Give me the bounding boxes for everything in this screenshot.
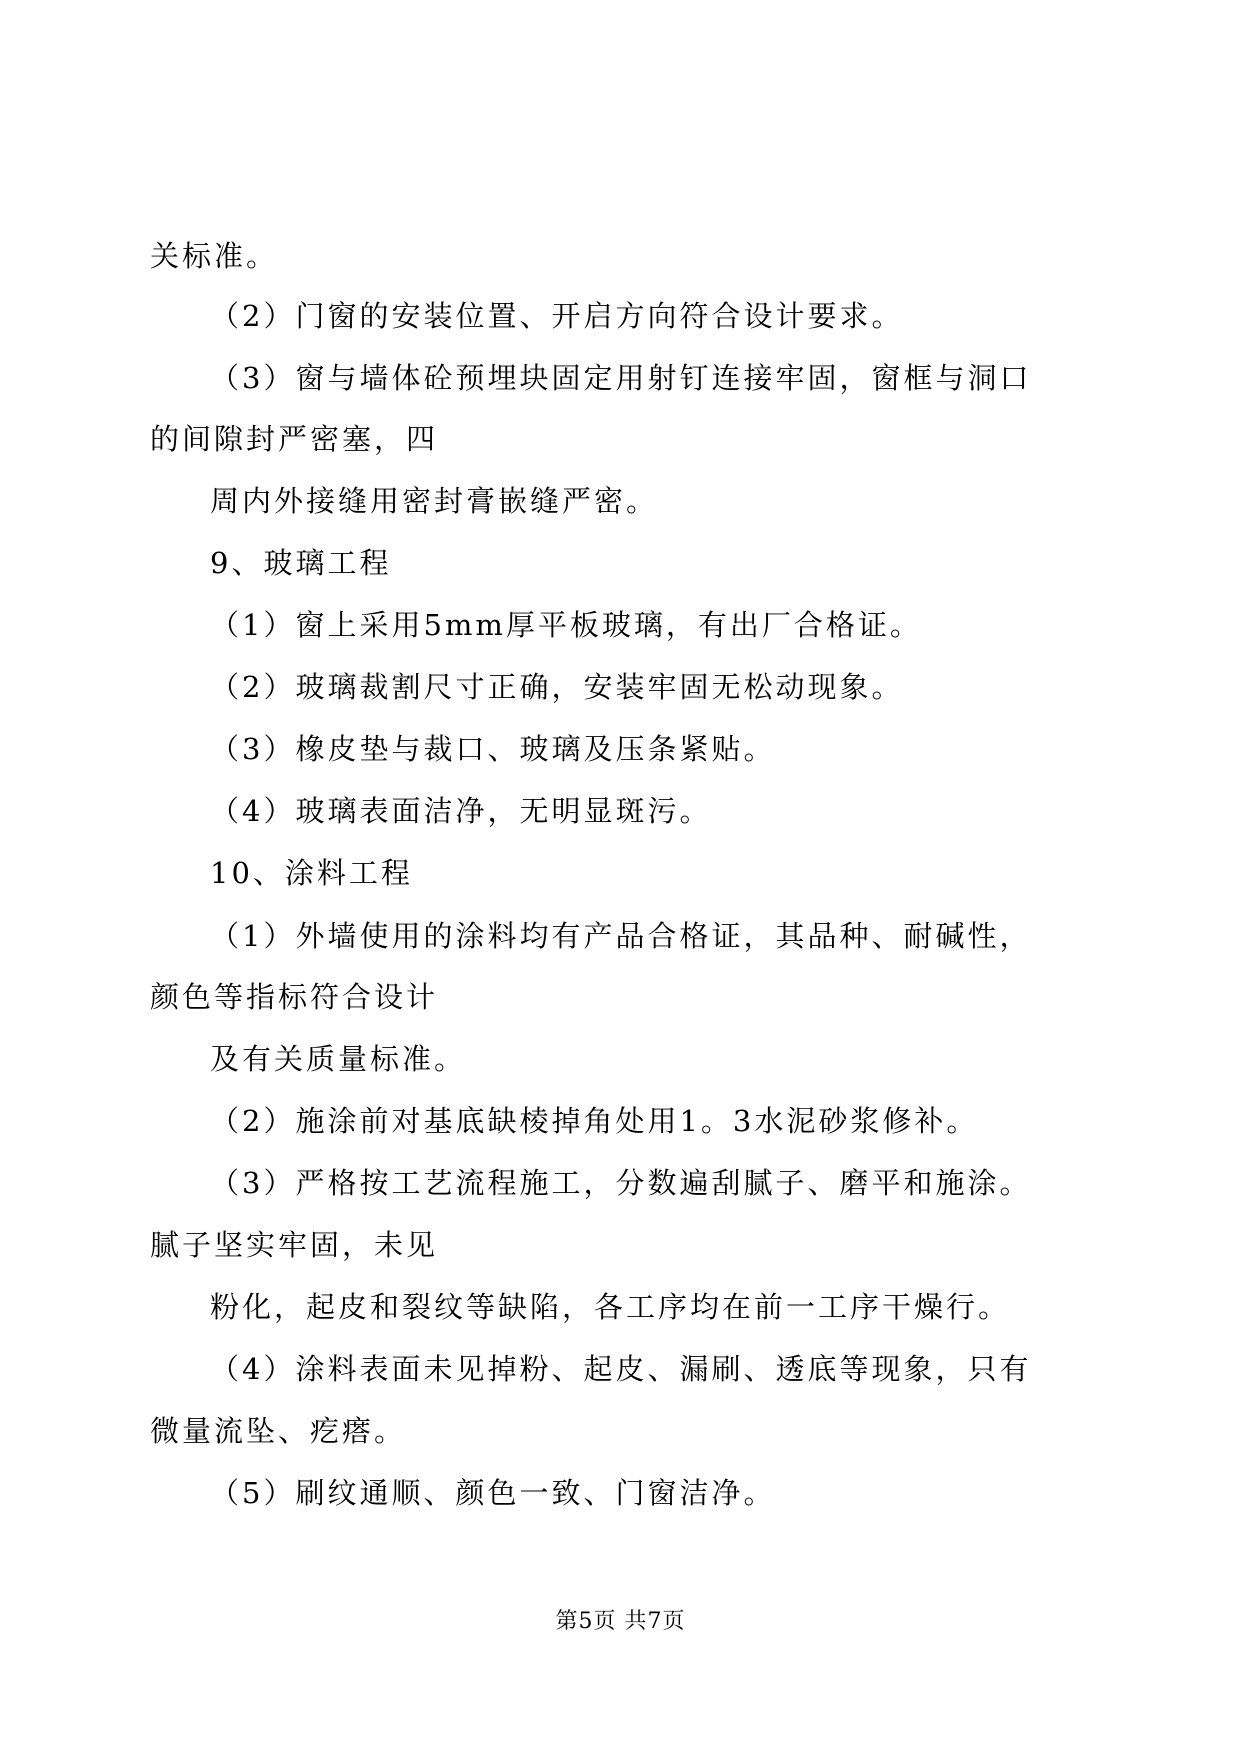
text-line: （1）外墙使用的涂料均有产品合格证，其品种、耐碱性， bbox=[210, 919, 1032, 953]
text-line: （3）橡皮垫与裁口、玻璃及压条紧贴。 bbox=[210, 732, 776, 766]
section-heading: 9、玻璃工程 bbox=[210, 546, 392, 580]
text-line: （3）严格按工艺流程施工，分数遍刮腻子、磨平和施涂。 bbox=[210, 1166, 1032, 1200]
text-line: （2）门窗的安装位置、开启方向符合设计要求。 bbox=[210, 299, 904, 333]
text-line: 及有关质量标准。 bbox=[210, 1042, 467, 1076]
text-line: （4）涂料表面未见掉粉、起皮、漏刷、透底等现象，只有 bbox=[210, 1352, 1032, 1386]
page-number-footer: 第5页 共7页 bbox=[555, 1609, 686, 1634]
text-line: 颜色等指标符合设计 bbox=[150, 980, 439, 1014]
text-line: 微量流坠、疙瘩。 bbox=[150, 1414, 407, 1448]
text-line: 周内外接缝用密封膏嵌缝严密。 bbox=[210, 484, 659, 518]
text-line: （4）玻璃表面洁净，无明显斑污。 bbox=[210, 794, 712, 828]
section-heading: 10、涂料工程 bbox=[210, 856, 413, 890]
text-line: 粉化，起皮和裂纹等缺陷，各工序均在前一工序干燥行。 bbox=[210, 1290, 1011, 1324]
text-line: （2）施涂前对基底缺棱掉角处用1。3水泥砂浆修补。 bbox=[210, 1104, 979, 1138]
text-line: 的间隙封严密塞，四 bbox=[150, 422, 439, 456]
text-line: 腻子坚实牢固，未见 bbox=[150, 1228, 439, 1262]
text-line: （1）窗上采用5mm厚平板玻璃，有出厂合格证。 bbox=[210, 608, 922, 642]
text-line: 关标准。 bbox=[150, 239, 279, 273]
text-line: （5）刷纹通顺、颜色一致、门窗洁净。 bbox=[210, 1476, 776, 1510]
text-line: （2）玻璃裁割尺寸正确，安装牢固无松动现象。 bbox=[210, 670, 904, 704]
text-line: （3）窗与墙体砼预埋块固定用射钉连接牢固，窗框与洞口 bbox=[210, 361, 1032, 395]
